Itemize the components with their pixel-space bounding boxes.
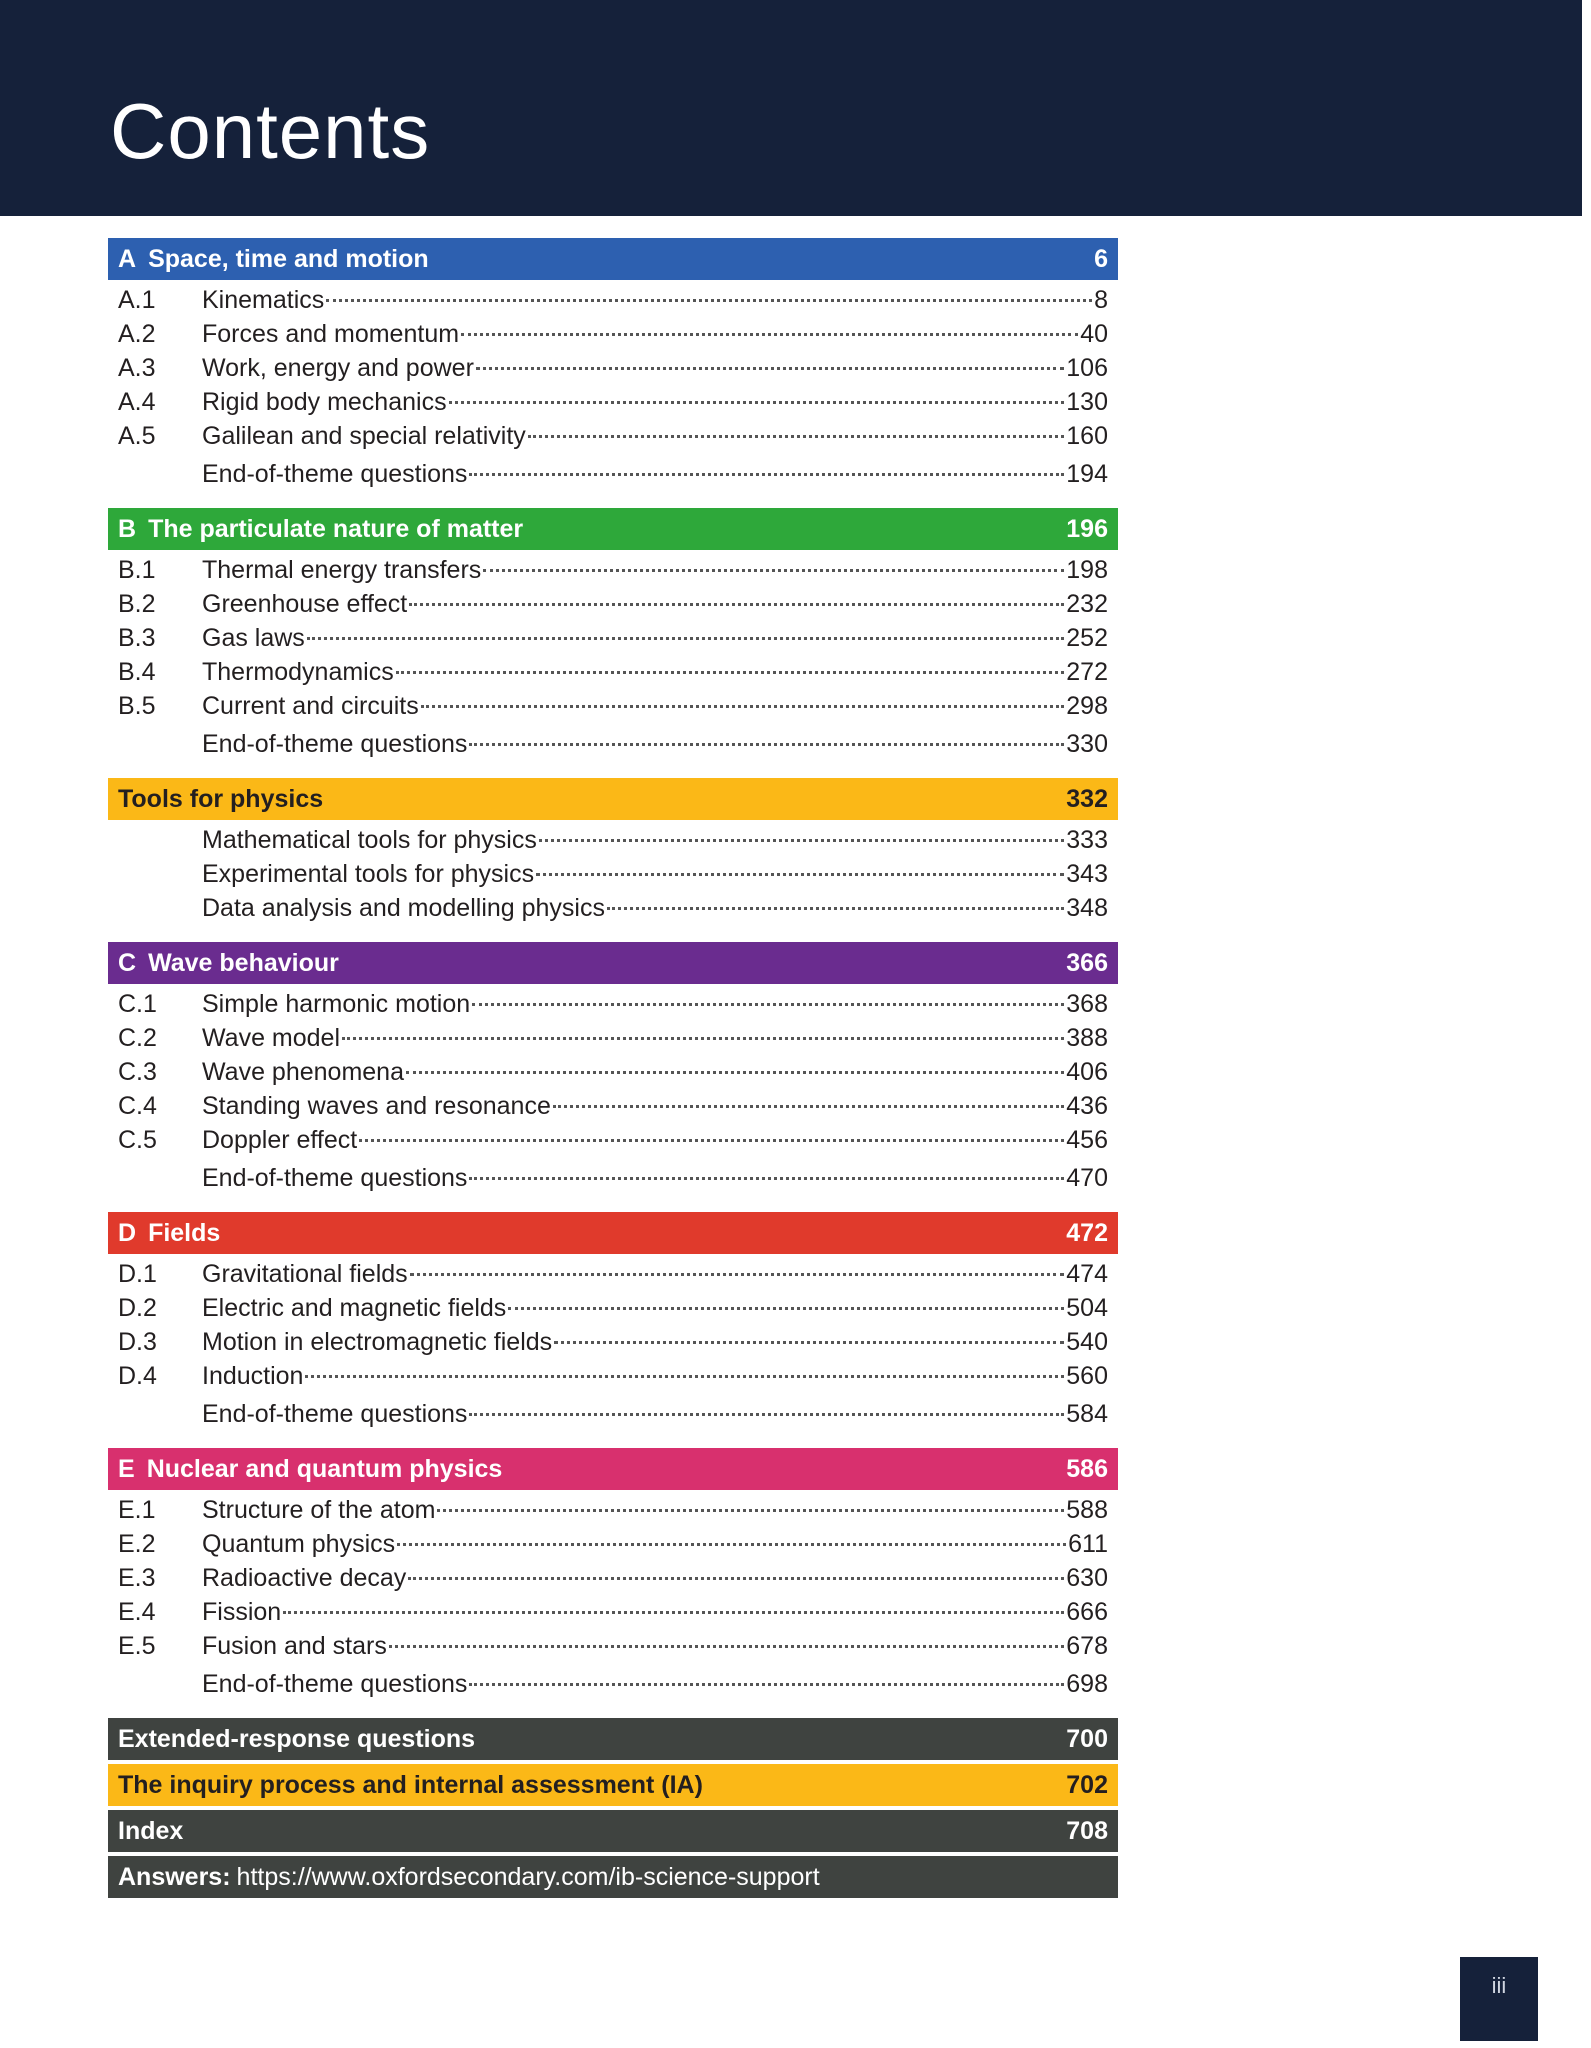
entry-page: 232 [1066,590,1108,618]
entry-page: 348 [1066,894,1108,922]
entry-title: End-of-theme questions [202,1670,468,1698]
entry-code: A.2 [118,320,156,348]
dot-leader [554,1341,1064,1344]
section-letter: C [118,948,137,977]
dot-leader [342,1037,1064,1040]
dot-leader [437,1509,1064,1512]
entry-page: 333 [1066,826,1108,854]
dot-leader [409,603,1064,606]
dot-leader [528,435,1065,438]
toc-entry[interactable] [108,730,1118,764]
dot-leader [469,473,1064,476]
section-header[interactable] [108,1212,1118,1254]
dot-leader [307,637,1064,640]
inquiry-process-page: 702 [1066,1770,1108,1799]
entry-code: A.1 [118,286,156,314]
dot-leader [536,873,1064,876]
answers-label: Answers: [118,1862,231,1891]
entry-page: 560 [1066,1362,1108,1390]
entry-code: B.1 [118,556,156,584]
toc-entry[interactable] [108,422,1118,456]
entry-page: 584 [1066,1400,1108,1428]
dot-leader [326,299,1092,302]
section-title: Nuclear and quantum physics [146,1454,503,1483]
dot-leader [305,1375,1064,1378]
dot-leader [396,671,1065,674]
entry-page: 252 [1066,624,1108,652]
index-page: 708 [1066,1816,1108,1845]
toc-entry[interactable] [108,990,1118,1024]
section-entries [108,984,1118,1212]
toc-entry[interactable] [108,556,1118,590]
dot-leader [397,1543,1066,1546]
toc-entry[interactable] [108,1496,1118,1530]
dot-leader [539,839,1064,842]
toc-entry[interactable] [108,894,1118,928]
section-header[interactable] [108,508,1118,550]
contents-banner [0,0,1582,216]
entry-code: E.3 [118,1564,156,1592]
dot-leader [359,1139,1064,1142]
section-entries [108,1490,1118,1718]
toc-entry[interactable] [108,658,1118,692]
entry-title: Fusion and stars [202,1632,387,1660]
section-heading [118,949,339,978]
index-title: Index [118,1816,184,1845]
toc-entry[interactable] [108,1564,1118,1598]
entry-title: End-of-theme questions [202,460,468,488]
toc-entry[interactable] [108,1598,1118,1632]
entry-title: Structure of the atom [202,1496,436,1524]
section-title: Tools for physics [118,784,324,813]
section-page: 6 [1094,244,1108,273]
toc-entry[interactable] [108,826,1118,860]
entry-code: C.4 [118,1092,157,1120]
entry-title: Standing waves and resonance [202,1092,551,1120]
entry-code: B.3 [118,624,156,652]
toc-entry[interactable] [108,1164,1118,1198]
entry-code: C.1 [118,990,157,1018]
section-header[interactable] [108,778,1118,820]
entry-code: C.2 [118,1024,157,1052]
entry-page: 130 [1066,388,1108,416]
entry-title: Mathematical tools for physics [202,826,537,854]
dot-leader [469,1683,1064,1686]
toc-entry[interactable] [108,388,1118,422]
index-bar[interactable] [108,1810,1118,1852]
section-title: Space, time and motion [148,244,429,273]
toc-entry[interactable] [108,860,1118,894]
entry-code: C.3 [118,1058,157,1086]
entry-page: 678 [1066,1632,1108,1660]
entry-page: 456 [1066,1126,1108,1154]
entry-page: 540 [1066,1328,1108,1356]
section-heading [118,1219,220,1248]
dot-leader [408,1577,1064,1580]
entry-title: End-of-theme questions [202,1400,468,1428]
entry-title: Galilean and special relativity [202,422,526,450]
toc-entry[interactable] [108,1632,1118,1666]
entry-page: 160 [1066,422,1108,450]
section-entries [108,280,1118,508]
section-entries [108,820,1118,942]
entry-page: 106 [1066,354,1108,382]
entry-page: 194 [1066,460,1108,488]
dot-leader [449,401,1065,404]
section-entries [108,1254,1118,1448]
entry-code: D.1 [118,1260,157,1288]
entry-title: Work, energy and power [202,354,474,382]
section-page: 586 [1066,1454,1108,1483]
entry-title: Data analysis and modelling physics [202,894,605,922]
entry-page: 40 [1080,320,1108,348]
section-page: 472 [1066,1218,1108,1247]
dot-leader [469,1177,1064,1180]
entry-page: 388 [1066,1024,1108,1052]
toc-entry[interactable] [108,354,1118,388]
entry-title: Doppler effect [202,1126,358,1154]
toc-entry[interactable] [108,1092,1118,1126]
entry-code: E.4 [118,1598,156,1626]
entry-page: 470 [1066,1164,1108,1192]
toc-entry[interactable] [108,1328,1118,1362]
entry-title: End-of-theme questions [202,1164,468,1192]
toc-entry[interactable] [108,590,1118,624]
section-title: Wave behaviour [148,948,339,977]
entry-page: 343 [1066,860,1108,888]
section-letter: E [118,1454,135,1483]
answers-bar [108,1856,1118,1898]
section-header[interactable] [108,1448,1118,1490]
toc-entry[interactable] [108,1362,1118,1396]
toc-entry[interactable] [108,1670,1118,1704]
entry-page: 406 [1066,1058,1108,1086]
dot-leader [406,1071,1064,1074]
toc-entry[interactable] [108,1400,1118,1434]
entry-title: End-of-theme questions [202,730,468,758]
extended-response-bar[interactable] [108,1718,1118,1760]
toc-entry[interactable] [108,286,1118,320]
entry-page: 698 [1066,1670,1108,1698]
section-letter: A [118,244,137,273]
section-letter: B [118,514,137,543]
extended-response-page: 700 [1066,1724,1108,1753]
entry-code: E.1 [118,1496,156,1524]
entry-title: Radioactive decay [202,1564,407,1592]
section-page: 332 [1066,784,1108,813]
dot-leader [469,1413,1064,1416]
page-title: Contents [110,87,431,175]
entry-code: B.2 [118,590,156,618]
entry-code: B.4 [118,658,156,686]
entry-page: 272 [1066,658,1108,686]
entry-title: Motion in electromagnetic fields [202,1328,553,1356]
dot-leader [508,1307,1064,1310]
inquiry-process-title: The inquiry process and internal assessment (IA) [118,1770,703,1799]
entry-page: 330 [1066,730,1108,758]
dot-leader [421,705,1065,708]
entry-code: C.5 [118,1126,157,1154]
toc-entry[interactable] [108,624,1118,658]
entry-page: 474 [1066,1260,1108,1288]
entry-code: A.3 [118,354,156,382]
table-of-contents [108,238,1118,1902]
section-header[interactable] [108,238,1118,280]
entry-page: 198 [1066,556,1108,584]
entry-page: 630 [1066,1564,1108,1592]
entry-page: 436 [1066,1092,1108,1120]
answers-link[interactable]: https://www.oxfordsecondary.com/ib-science-support [236,1862,820,1891]
entry-code: D.4 [118,1362,157,1390]
entry-title: Induction [202,1362,304,1390]
page-number: iii [1460,1957,1538,2041]
toc-sections [108,238,1118,1718]
section-header[interactable] [108,942,1118,984]
entry-title: Forces and momentum [202,320,460,348]
entry-page: 666 [1066,1598,1108,1626]
entry-code: B.5 [118,692,156,720]
entry-title: Electric and magnetic fields [202,1294,507,1322]
entry-title: Gravitational fields [202,1260,408,1288]
entry-title: Fission [202,1598,282,1626]
toc-entry[interactable] [108,1126,1118,1160]
entry-page: 504 [1066,1294,1108,1322]
entry-page: 368 [1066,990,1108,1018]
entry-title: Thermal energy transfers [202,556,482,584]
toc-entry[interactable] [108,460,1118,494]
entry-code: D.2 [118,1294,157,1322]
section-page: 196 [1066,514,1108,543]
entry-title: Wave model [202,1024,341,1052]
section-heading [118,245,429,274]
extended-response-title: Extended-response questions [118,1724,476,1753]
entry-code: A.4 [118,388,156,416]
section-heading [118,785,323,814]
entry-page: 298 [1066,692,1108,720]
toc-entry[interactable] [108,320,1118,354]
entry-code: A.5 [118,422,156,450]
entry-code: E.5 [118,1632,156,1660]
dot-leader [607,907,1064,910]
entry-code: E.2 [118,1530,156,1558]
entry-title: Kinematics [202,286,325,314]
entry-page: 8 [1094,286,1108,314]
entry-title: Gas laws [202,624,305,652]
entry-title: Greenhouse effect [202,590,408,618]
section-entries [108,550,1118,778]
toc-entry[interactable] [108,1530,1118,1564]
section-title: Fields [148,1218,221,1247]
toc-entry[interactable] [108,1294,1118,1328]
entry-title: Simple harmonic motion [202,990,471,1018]
dot-leader [283,1611,1064,1614]
entry-title: Thermodynamics [202,658,394,686]
dot-leader [461,333,1078,336]
dot-leader [472,1003,1064,1006]
dot-leader [410,1273,1065,1276]
entry-page: 611 [1068,1530,1108,1558]
entry-title: Rigid body mechanics [202,388,447,416]
dot-leader [469,743,1064,746]
entry-title: Current and circuits [202,692,419,720]
dot-leader [476,367,1064,370]
section-letter: D [118,1218,137,1247]
section-heading [118,1455,502,1484]
entry-title: Experimental tools for physics [202,860,535,888]
entry-code: D.3 [118,1328,157,1356]
entry-page: 588 [1066,1496,1108,1524]
section-title: The particulate nature of matter [148,514,524,543]
toc-entry[interactable] [108,692,1118,726]
section-heading [118,515,523,544]
entry-title: Wave phenomena [202,1058,404,1086]
toc-entry[interactable] [108,1058,1118,1092]
inquiry-process-bar[interactable] [108,1764,1118,1806]
dot-leader [389,1645,1064,1648]
dot-leader [553,1105,1064,1108]
toc-entry[interactable] [108,1024,1118,1058]
toc-entry[interactable] [108,1260,1118,1294]
section-page: 366 [1066,948,1108,977]
entry-title: Quantum physics [202,1530,396,1558]
dot-leader [483,569,1064,572]
